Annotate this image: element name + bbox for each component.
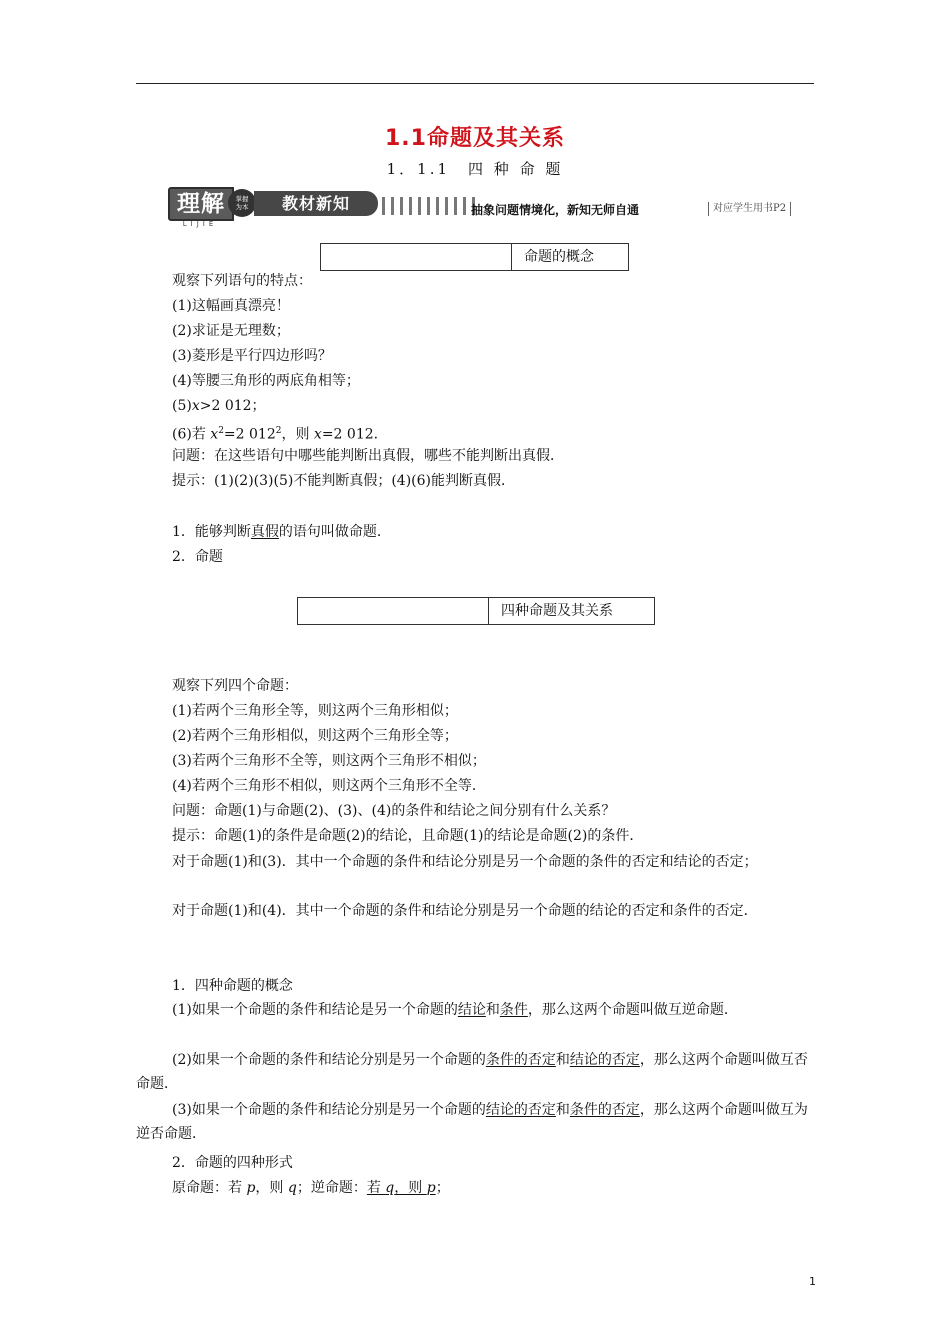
header-rule bbox=[136, 83, 814, 84]
chapter-title: 1.1命题及其关系 bbox=[385, 126, 565, 151]
block2-item-1: (1)若两个三角形全等，则这两个三角形相似； bbox=[172, 703, 458, 719]
block1-item-3: (3)菱形是平行四边形吗？ bbox=[172, 348, 332, 364]
section-title: 1．1.1 四 种 命 题 bbox=[386, 160, 564, 178]
block2-item-4: (4)若两个三角形不相似，则这两个三角形不全等． bbox=[172, 778, 486, 794]
concepts-title: 1．四种命题的概念 bbox=[172, 978, 293, 994]
forms-title: 2．命题的四种形式 bbox=[172, 1155, 293, 1171]
block1-item-1: (1)这幅画真漂亮！ bbox=[172, 298, 290, 314]
forms-original-and-converse: 原命题：若 p，则 q；逆命题：若 q，则 p； bbox=[172, 1180, 450, 1196]
banner-stripes-decoration bbox=[382, 197, 476, 215]
banner-circle-badge bbox=[228, 189, 256, 217]
concept-3: (3)如果一个命题的条件和结论分别是另一个命题的结论的否定和条件的否定，那么这两个命题叫做互为逆否命题． bbox=[136, 1102, 808, 1142]
box-title-concept bbox=[320, 243, 629, 271]
banner-main-label: 理解 bbox=[168, 187, 234, 221]
page-number: 1 bbox=[809, 1275, 816, 1288]
box-title-text: 四种命题及其关系 bbox=[501, 603, 613, 619]
block2-question: 问题：命题(1)与命题(2)、(3)、(4)的条件和结论之间分别有什么关系？ bbox=[172, 803, 616, 819]
box-title-text: 命题的概念 bbox=[524, 249, 594, 265]
section-banner bbox=[168, 187, 815, 229]
block1-item-5: (5)x>2 012； bbox=[172, 398, 266, 414]
block1-item-4: (4)等腰三角形的两底角相等； bbox=[172, 373, 360, 389]
block2-paragraph-1: 对于命题(1)和(3)．其中一个命题的条件和结论分别是另一个命题的条件的否定和结论的否定； bbox=[172, 854, 758, 870]
box-blank-cell bbox=[321, 244, 512, 270]
concept-1: (1)如果一个命题的条件和结论是另一个命题的结论和条件，那么这两个命题叫做互逆命题． bbox=[172, 1002, 738, 1018]
banner-pinyin: LIJIE bbox=[182, 220, 218, 228]
block2-paragraph-2: 对于命题(1)和(4)．其中一个命题的条件和结论分别是另一个命题的结论的否定和条件的否定． bbox=[172, 903, 758, 919]
banner-slogan: 抽象问题情境化，新知无师自通 bbox=[471, 203, 640, 217]
block1-item-2: (2)求证是无理数； bbox=[172, 323, 290, 339]
box-blank-cell bbox=[298, 598, 489, 624]
block2-intro: 观察下列四个命题： bbox=[172, 678, 298, 694]
block1-hint: 提示：(1)(2)(3)(5)不能判断真假；(4)(6)能判断真假． bbox=[172, 473, 515, 489]
banner-reference: 对应学生用书P2 bbox=[708, 202, 791, 216]
concept-2: (2)如果一个命题的条件和结论分别是另一个命题的条件的否定和结论的否定，那么这两个命题叫做互否命题． bbox=[136, 1052, 808, 1092]
block1-question: 问题：在这些语句中哪些能判断出真假，哪些不能判断出真假． bbox=[172, 448, 564, 464]
definition-1: 1．能够判断真假的语句叫做命题． bbox=[172, 524, 391, 540]
block1-intro: 观察下列语句的特点： bbox=[172, 273, 312, 289]
block2-hint: 提示：命题(1)的条件是命题(2)的结论，且命题(1)的结论是命题(2)的条件． bbox=[172, 828, 644, 844]
block2-item-3: (3)若两个三角形不全等，则这两个三角形不相似； bbox=[172, 753, 486, 769]
block1-item-6: (6)若 $x^2=2$ $012^2$，则 x=2 012. bbox=[172, 426, 379, 443]
box-title-four-propositions bbox=[297, 597, 655, 625]
banner-circle-text: 掌握 为本 bbox=[235, 195, 249, 211]
block2-item-2: (2)若两个三角形相似，则这两个三角形全等； bbox=[172, 728, 458, 744]
banner-sub-label: 教材新知 bbox=[254, 191, 378, 216]
definition-2: 2．命题 bbox=[172, 549, 223, 565]
